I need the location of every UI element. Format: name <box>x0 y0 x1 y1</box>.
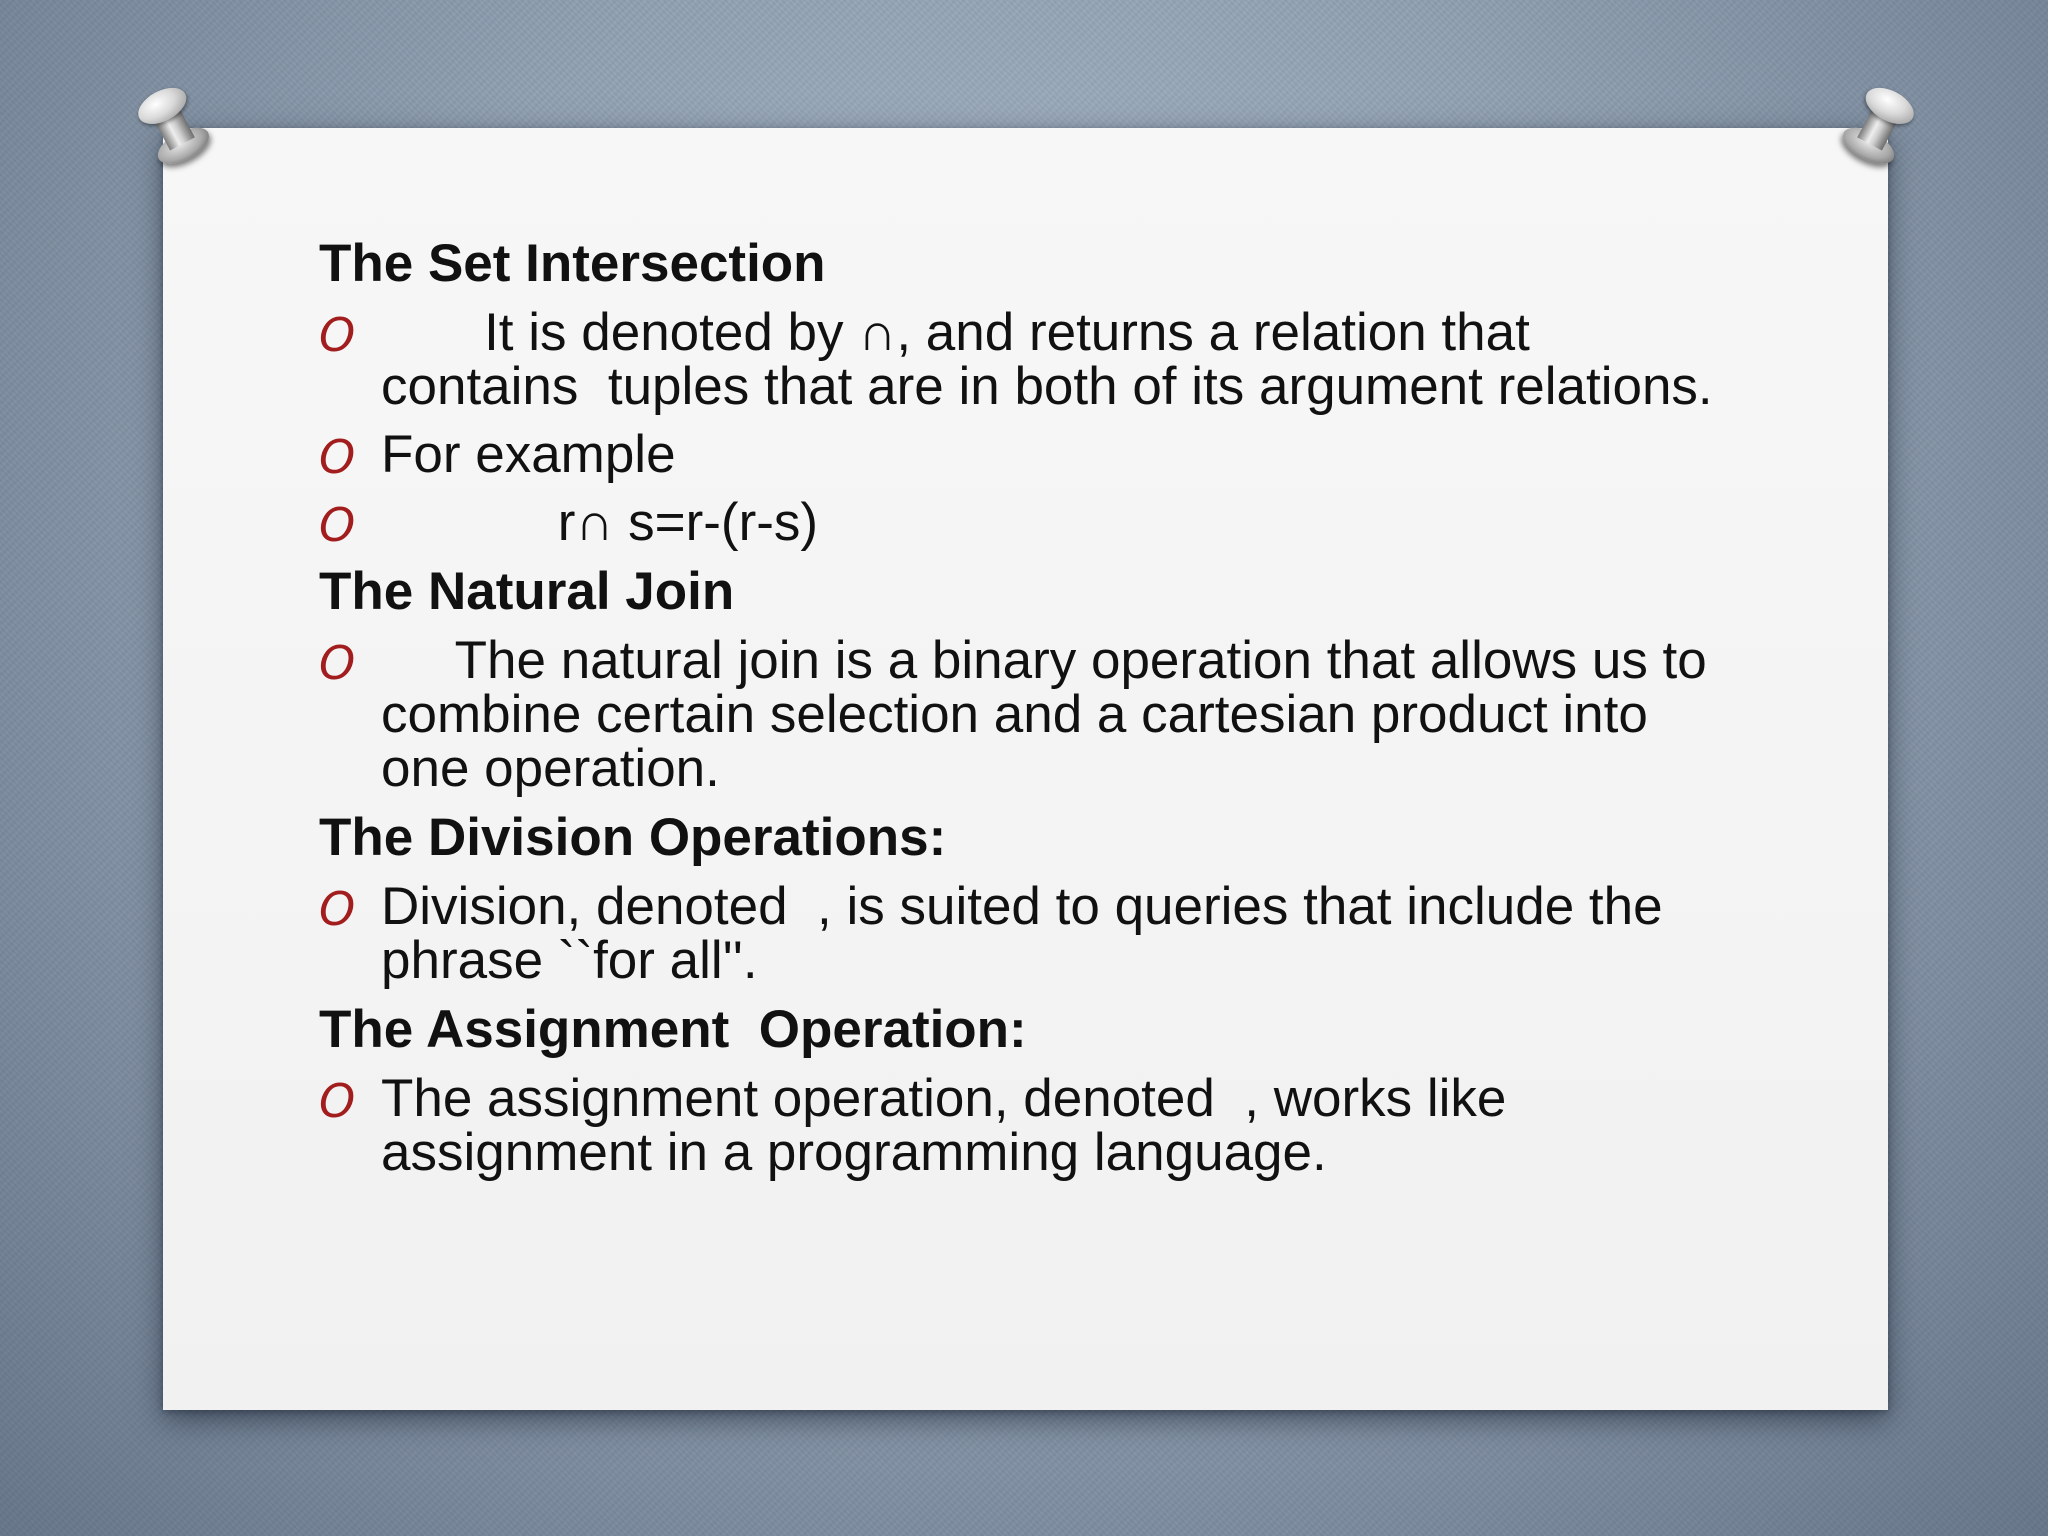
bullet-text: r∩ s=r-(r-s) <box>381 493 819 552</box>
slide-content <box>319 236 1739 1194</box>
section-heading-division: The Division Operations: <box>319 808 947 867</box>
bullet-item <box>319 425 1739 484</box>
bullet-o-icon: O <box>319 636 356 690</box>
bullet-text: The natural join is a binary operation that allows us to combine certain selection and a cartesian product into one operation. <box>381 631 1722 798</box>
section-heading-set-intersection: The Set Intersection <box>319 234 826 293</box>
bullet-o-icon: O <box>319 1074 356 1128</box>
bullet-item <box>319 631 1739 798</box>
bullet-item <box>319 493 1739 552</box>
bullet-text: For example <box>381 425 676 484</box>
bullet-o-icon: O <box>319 498 356 552</box>
bullet-text: Division, denoted , is suited to queries that include the phrase ``for all''. <box>381 877 1678 990</box>
bullet-item <box>319 303 1739 416</box>
bullet-o-icon: O <box>319 882 356 936</box>
bullet-text: The assignment operation, denoted , works like assignment in a programming language. <box>381 1069 1522 1182</box>
bullet-o-icon: O <box>319 308 356 362</box>
bullet-o-icon: O <box>319 430 356 484</box>
bullet-item <box>319 1069 1739 1182</box>
bullet-text: It is denoted by ∩, and returns a relation that contains tuples that are in both of its argument relations. <box>381 303 1713 416</box>
section-heading-assignment: The Assignment Operation: <box>319 1000 1027 1059</box>
bullet-item <box>319 877 1739 990</box>
section-heading-natural-join: The Natural Join <box>319 562 735 621</box>
